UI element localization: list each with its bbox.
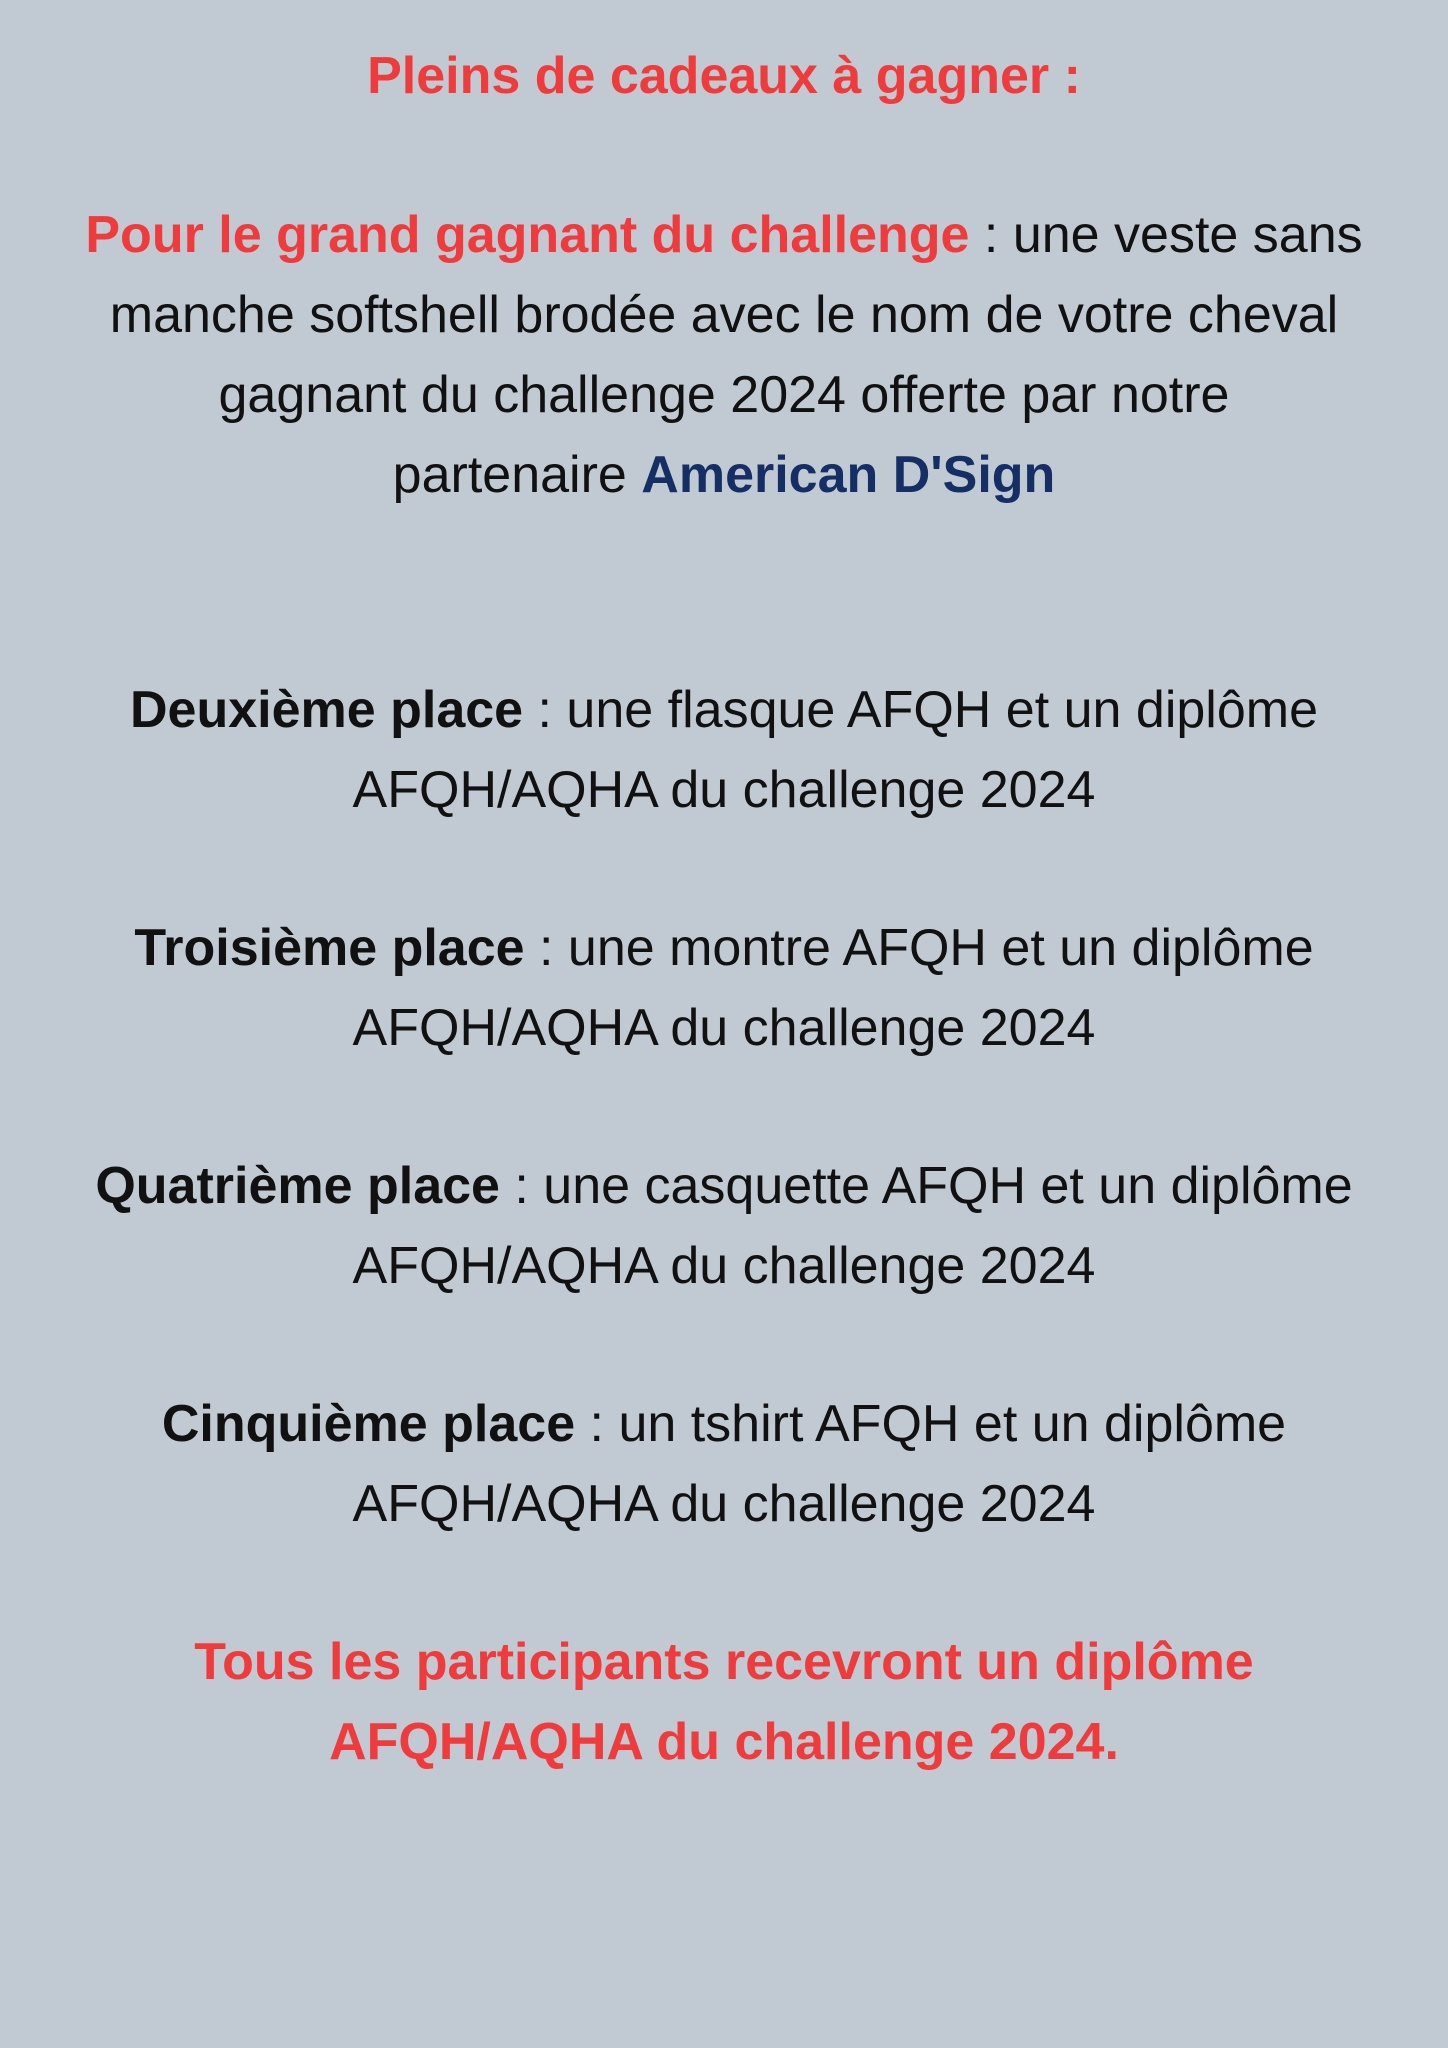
second-place-desc: : une flasque AFQH et un diplôme xyxy=(523,681,1318,739)
fifth-place-label: Cinquième place xyxy=(161,1395,576,1453)
third-place-label: Troisième place xyxy=(134,919,525,977)
grand-winner-prize xyxy=(0,195,1448,515)
fourth-place-prize xyxy=(0,1146,1448,1306)
second-place-prize xyxy=(0,670,1448,830)
flyer-title xyxy=(0,36,1448,116)
fourth-place-desc: : une casquette AFQH et un diplôme xyxy=(499,1157,1353,1215)
second-place-line-2: AFQH/AQHA du challenge 2024 xyxy=(352,761,1096,819)
fifth-place-line-1 xyxy=(0,1384,1448,1464)
grand-winner-label: Pour le grand gagnant du challenge xyxy=(85,206,970,264)
grand-winner-line-1 xyxy=(0,195,1448,275)
fourth-place-line-2: AFQH/AQHA du challenge 2024 xyxy=(352,1237,1096,1295)
grand-winner-line-4 xyxy=(0,435,1448,515)
fourth-place-line-1 xyxy=(0,1146,1448,1226)
footer-line-1: Tous les participants recevront un diplôme xyxy=(194,1633,1254,1691)
third-place-prize xyxy=(0,908,1448,1068)
grand-winner-line-2: manche softshell brodée avec le nom de votre cheval xyxy=(109,286,1339,344)
flyer-title-text: Pleins de cadeaux à gagner : xyxy=(367,47,1081,105)
second-place-line-1 xyxy=(0,670,1448,750)
third-place-line-2: AFQH/AQHA du challenge 2024 xyxy=(352,999,1096,1057)
grand-winner-line-3: gagnant du challenge 2024 offerte par notre xyxy=(218,366,1230,424)
fifth-place-desc: : un tshirt AFQH et un diplôme xyxy=(575,1395,1287,1453)
fifth-place-prize xyxy=(0,1384,1448,1544)
third-place-desc: : une montre AFQH et un diplôme xyxy=(524,919,1314,977)
fifth-place-line-2: AFQH/AQHA du challenge 2024 xyxy=(352,1475,1096,1533)
partner-prefix: partenaire xyxy=(392,446,642,504)
grand-winner-desc-start: : une veste sans xyxy=(969,206,1363,264)
fourth-place-label: Quatrième place xyxy=(95,1157,500,1215)
second-place-label: Deuxième place xyxy=(129,681,524,739)
third-place-line-1 xyxy=(0,908,1448,988)
footer-line-2: AFQH/AQHA du challenge 2024. xyxy=(329,1713,1119,1771)
all-participants-note xyxy=(0,1622,1448,1782)
partner-name: American D'Sign xyxy=(641,446,1056,504)
